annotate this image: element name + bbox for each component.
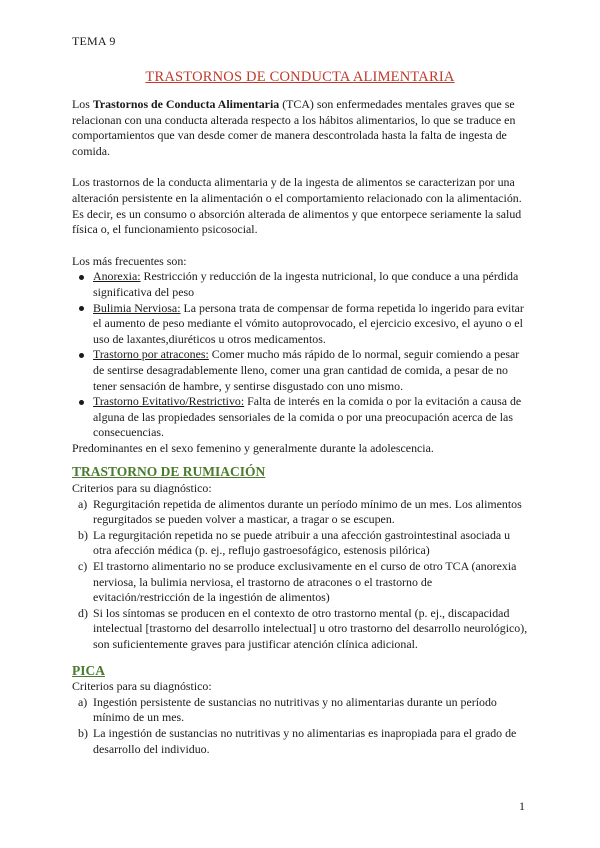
disorder-description: La persona trata de compensar de forma repetida lo ingerido para evitar el aumento de peso mediante el vómito autoprovocado, el ejercicio excesivo, el ayuno o el uso de laxantes,diuréticos u otros medicamentos. xyxy=(93,300,524,346)
bullet-icon xyxy=(79,400,84,405)
intro-p1-bold: Trastornos de Conducta Alimentaria xyxy=(92,97,280,111)
bullet-icon xyxy=(79,353,84,358)
section-title-rumiacion: TRASTORNO DE RUMIACIÓN xyxy=(72,464,266,480)
intro-paragraph-2: Los trastornos de la conducta alimentaria y de la ingesta de alimentos se caracterizan por una alteración persistente en la alimentación o el comportamiento relacionado con la alimentación. Es decir, es un consumo o absorción alterada de alimentos y que entorpece seriamente la salud física o, el funcionamiento psicosocial. xyxy=(72,175,522,237)
criterion-label: b) xyxy=(78,527,88,542)
criteria-label: Criterios para su diagnóstico: xyxy=(72,481,212,496)
disorder-description: Falta de interés en la comida o por la evitación a causa de alguna de las propiedades sensoriales de la comida o por una preocupación acerca de las consecuencias. xyxy=(93,394,522,440)
criterion-text: El trastorno alimentario no se produce exclusivamente en el curso de otro TCA (anorexia nerviosa, la bulimia nerviosa, el trastorno de atracones o el trastorno de evitación/restricción de la ingestión de alimentos) xyxy=(93,559,517,605)
criterion-text: Ingestión persistente de sustancias no nutritivas y no alimentarias durante un período mínimo de un mes. xyxy=(93,694,497,725)
criterion-item xyxy=(72,695,528,726)
disorder-term: Trastorno Evitativo/Restrictivo: xyxy=(93,394,245,409)
criterion-label: a) xyxy=(78,496,88,511)
page-number: 1 xyxy=(519,799,525,813)
list-item xyxy=(72,394,528,441)
criterion-text: La regurgitación repetida no se puede atribuir a una afección gastrointestinal asociada u otra afección médica (p. ej., reflujo gastroesofágico, estenosis pilórica) xyxy=(93,527,511,558)
disorder-term: Bulimia Nerviosa: xyxy=(93,300,181,315)
rumiacion-criteria-list xyxy=(72,497,528,653)
criterion-item xyxy=(72,606,528,653)
pica-criteria-list xyxy=(72,695,528,757)
criterion-text: Si los síntomas se producen en el contexto de otro trastorno mental (p. ej., discapacidad intelectual [trastorno del desarrollo intelectual] u otro trastorno del desarrollo neurológico), son suficientemente graves para justificar atención clínica adicional. xyxy=(93,605,528,651)
frequent-lead: Los más frecuentes son: xyxy=(72,253,187,268)
criterion-text: La ingestión de sustancias no nutritivas y no alimentarias es inapropiada para el grado de desarrollo del individuo. xyxy=(93,725,517,756)
bullet-icon xyxy=(79,306,84,311)
list-item xyxy=(72,347,528,394)
criteria-label: Criterios para su diagnóstico: xyxy=(72,679,212,694)
document-body xyxy=(72,97,528,757)
predominance-note: Predominantes en el sexo femenino y generalmente durante la adolescencia. xyxy=(72,440,434,455)
criterion-label: d) xyxy=(78,605,88,620)
disorder-description: Restricción y reducción de la ingesta nutricional, lo que conduce a una pérdida significativa del peso xyxy=(93,269,519,299)
disorder-term: Anorexia: xyxy=(93,269,141,284)
criterion-label: c) xyxy=(78,559,88,574)
criterion-label: b) xyxy=(78,725,88,740)
criterion-item xyxy=(72,497,528,528)
intro-p1-after: (TCA) son enfermedades mentales graves que se relacionan con una conducta alterada respecto a los hábitos alimentarios, lo que se traduce en comportamientos que van desde comer de manera descontrolada hasta la falta de ingesta de comida. xyxy=(72,97,516,158)
disorder-term: Trastorno por atracones: xyxy=(93,347,209,362)
criterion-label: a) xyxy=(78,694,88,709)
disorder-description: Comer mucho más rápido de lo normal, seguir comiendo a pesar de sentirse desagradablemente lleno, comer una gran cantidad de comida, a pesar de no tener sensación de hambre, y sentirse disgustado con uno mismo. xyxy=(93,347,520,393)
list-item xyxy=(72,269,528,300)
bullet-icon xyxy=(79,275,84,280)
criterion-item xyxy=(72,726,528,757)
criterion-item xyxy=(72,528,528,559)
frequent-disorders-list xyxy=(72,269,528,441)
intro-paragraph-1 xyxy=(72,97,528,159)
criterion-text: Regurgitación repetida de alimentos durante un período mínimo de un mes. Los alimentos regurgitados se pueden volver a masticar, a tragar o se escupen. xyxy=(93,496,522,527)
document-title: TRASTORNOS DE CONDUCTA ALIMENTARIA xyxy=(145,69,455,85)
intro-p1-before: Los xyxy=(72,97,93,111)
criterion-item xyxy=(72,559,528,606)
page-header: TEMA 9 xyxy=(72,34,116,48)
section-title-pica: PICA xyxy=(72,662,105,678)
list-item xyxy=(72,301,528,348)
